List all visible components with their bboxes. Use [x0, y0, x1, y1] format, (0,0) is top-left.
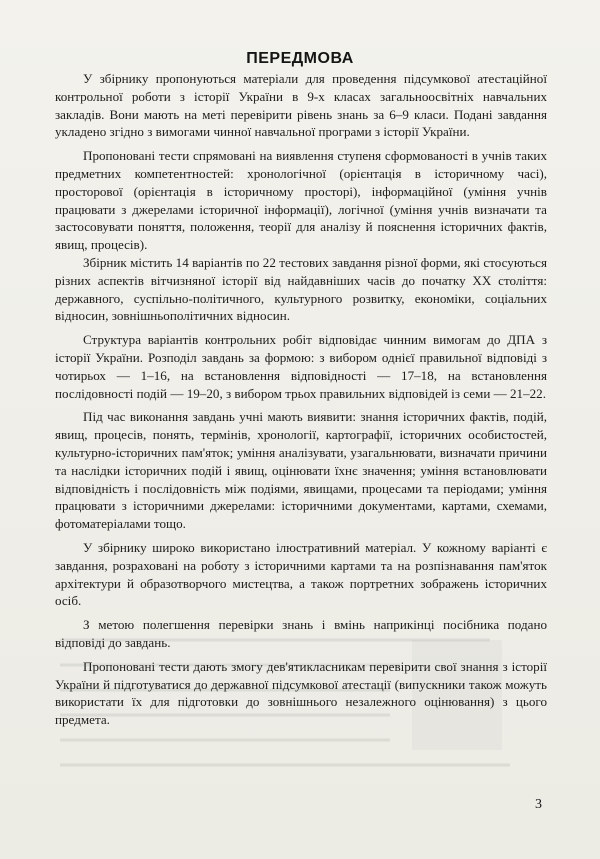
- paragraph-6: У збірнику широко використано ілюстративний матеріал. У кожному варіанті є завдання, розраховані на роботу з історичними картами та на розпізнавання пам'яток архітектури й образотворчого мистецтва, а також портретних зображень історичних осіб.: [55, 539, 547, 609]
- paragraph-1: У збірнику пропонуються матеріали для проведення підсумкової атестаційної контрольної роботи з історії України в 9-х класах загальноосвітніх навчальних закладів. Вони мають на меті перевірити рівень знань за 6–9 класи. Подані завдання укладено згідно з вимогами чинної навчальної програми з історії України.: [55, 71, 547, 140]
- paragraph-8: Пропоновані тести дають змогу дев'ятикласникам перевірити свої знання з історії України й підготуватися до державної підсумкової атестації (випускники також можуть використати їх для підготовки до зовнішнього незалежного оцінювання) з цього предмета.: [55, 658, 547, 728]
- paragraph-4: Структура варіантів контрольних робіт відповідає чинним вимогам до ДПА з історії України. Розподіл завдань за формою: з вибором однієї правильної відповіді з чотирьох — 1–16, на встановлення відповідності — 17–18, на встановлення послідовності подій — 19–20, з вибором трьох правильних відповідей із семи — 21–22.: [55, 332, 547, 401]
- paragraph-3: Збірник містить 14 варіантів по 22 тестових завдання різної форми, які стосуються різних аспектів вітчизняної історії від найдавніших часів до початку XX століття: державного, суспільно-політичного, культурного розвитку, економіки, соціальних відносин, зовнішньополітичних відносин.: [55, 254, 547, 324]
- page-title: ПЕРЕДМОВА: [246, 50, 354, 67]
- paragraph-2: Пропоновані тести спрямовані на виявлення ступеня сформованості в учнів таких предметних компетентностей: хронологічної (орієнтація в історичному часі), просторової (орієнтація в історичному просторі), інформаційної (уміння учнів працювати з джерелами історичної інформації), логічної (уміння учнів визначати та застосовувати поняття, положення, теорії для аналізу й пояснення історичних фактів, явищ, процесів).: [55, 148, 547, 253]
- paragraph-5: Під час виконання завдань учні мають виявити: знання історичних фактів, подій, явищ, процесів, понять, термінів, хронології, картографії, історичних особистостей, культурно-історичних пам'яток; уміння аналізувати, узагальнювати, визначати причини та наслідки історичних подій і явищ, оцінювати їхнє значення; уміння встановлювати відповідність і послідовність між подіями, явищами, процесами та періодами; уміння працювати з історичними джерелами: історичними документами, картами, схемами, фотоматеріалами тощо.: [55, 409, 547, 532]
- page-number: 3: [535, 797, 542, 812]
- preface-body: [55, 70, 547, 735]
- paragraph-7: З метою полегшення перевірки знань і вмінь наприкінці посібника подано відповіді до завдань.: [55, 617, 547, 650]
